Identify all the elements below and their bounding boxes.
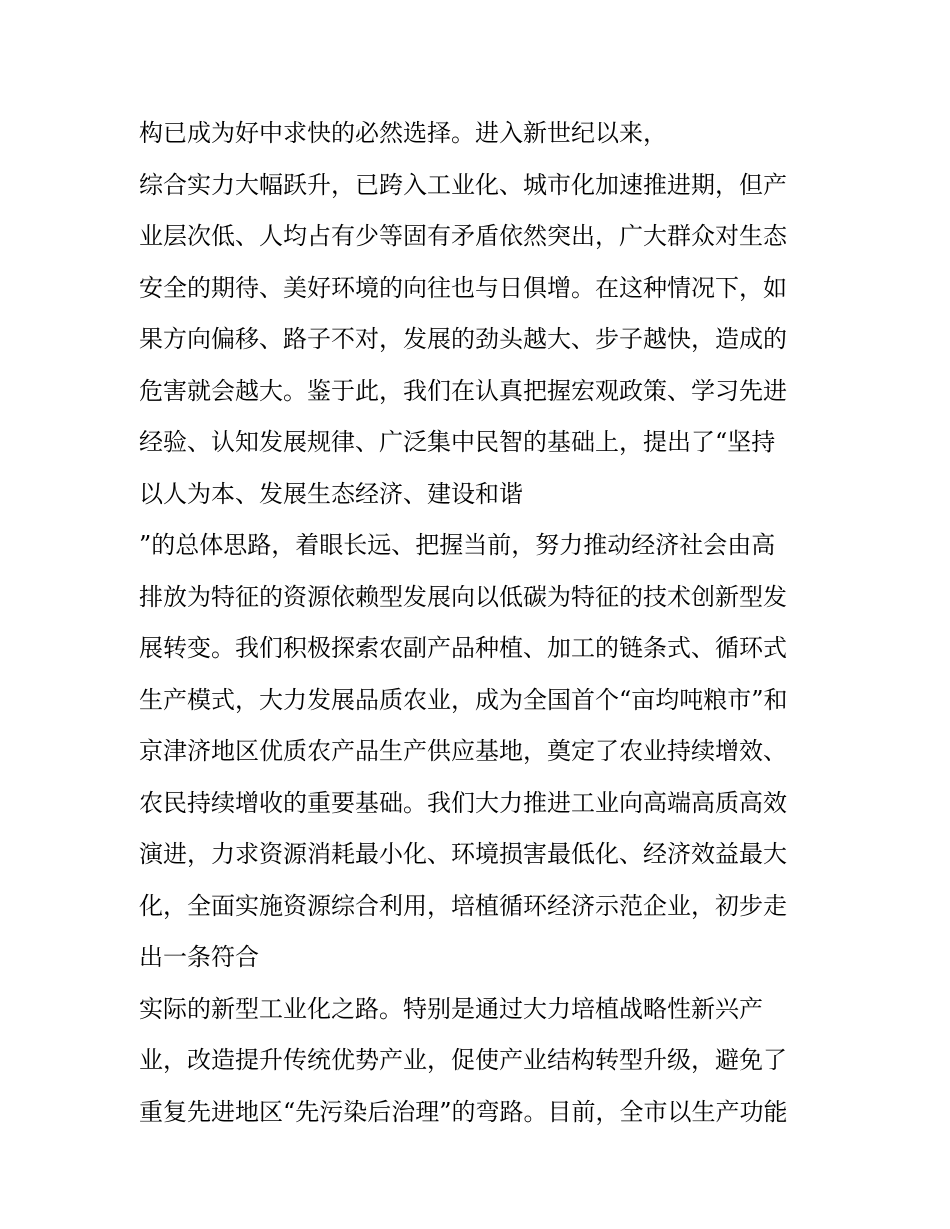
text-line: 综合实力大幅跃升，已跨入工业化、城市化加速推进期，但产 bbox=[139, 170, 787, 199]
text-line: 实际的新型工业化之路。特别是通过大力培植战略性新兴产 bbox=[139, 994, 763, 1023]
text-line: 以人为本、发展生态经济、建设和谐 bbox=[139, 479, 523, 508]
text-line: 排放为特征的资源依赖型发展向以低碳为特征的技术创新型发 bbox=[139, 582, 787, 611]
text-line: 构已成为好中求快的必然选择。进入新世纪以来， bbox=[139, 119, 667, 147]
text-line: 京津济地区优质农产品生产供应基地，奠定了农业持续增效、 bbox=[139, 737, 787, 765]
text-line: 农民持续增收的重要基础。我们大力推进工业向高端高质高效 bbox=[139, 788, 787, 817]
text-line: 业层次低、人均占有少等固有矛盾依然突出，广大群众对生态 bbox=[139, 222, 787, 250]
text-line: 展转变。我们积极探索农副产品种植、加工的链条式、循环式 bbox=[139, 634, 787, 662]
text-line: 危害就会越大。鉴于此，我们在认真把握宏观政策、学习先进 bbox=[139, 376, 787, 405]
text-line: 重复先进地区“先污染后治理”的弯路。目前，全市以生产功能 bbox=[139, 1097, 788, 1126]
text-line: 生产模式，大力发展品质农业，成为全国首个“亩均吨粮市”和 bbox=[139, 685, 788, 714]
text-line: 经验、认知发展规律、广泛集中民智的基础上，提出了“坚持 bbox=[139, 428, 776, 456]
text-line: 出一条符合 bbox=[139, 943, 259, 971]
document-body bbox=[139, 108, 819, 1138]
text-line: 演进，力求资源消耗最小化、环境损害最低化、经济效益最大 bbox=[139, 840, 787, 868]
text-line: 果方向偏移、路子不对，发展的劲头越大、步子越快，造成的 bbox=[139, 325, 787, 353]
text-line: ”的总体思路，着眼长远、把握当前，努力推动经济社会由高 bbox=[139, 531, 776, 559]
text-line: 化，全面实施资源综合利用，培植循环经济示范企业，初步走 bbox=[139, 891, 787, 920]
text-line: 安全的期待、美好环境的向往也与日俱增。在这种情况下，如 bbox=[139, 273, 787, 302]
text-line: 业，改造提升传统优势产业，促使产业结构转型升级，避免了 bbox=[139, 1046, 787, 1074]
